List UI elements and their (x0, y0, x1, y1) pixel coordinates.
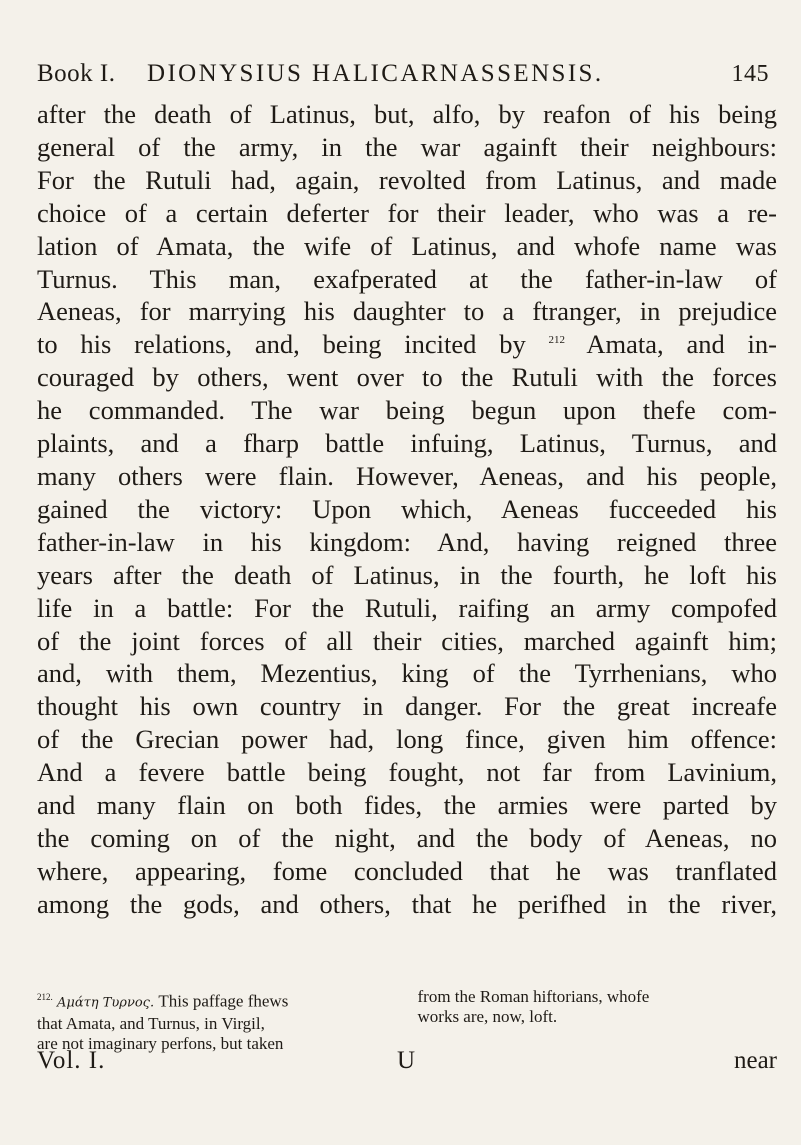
text-line: lation of Amata, the wife of Latinus, and whofe name was (37, 230, 777, 261)
text-line: couraged by others, went over to the Rutuli with the forces (37, 362, 777, 393)
footnote-left-column (37, 987, 402, 1054)
text-line: Aeneas, for marrying his daughter to a ftranger, in prejudice (37, 296, 777, 327)
text-line: gained the victory: Upon which, Aeneas fucceeded his (37, 493, 777, 524)
footnote-line: that Amata, and Turnus, in Virgil, (37, 1013, 265, 1033)
running-header (37, 60, 769, 88)
text-line: general of the army, in the war againft their neighbours: (37, 131, 777, 162)
text-segment: to his relations, and, being incited by (37, 329, 526, 360)
footnote-right-column (418, 987, 783, 1054)
signature-mark: U (397, 1047, 416, 1074)
text-line: and, with them, Mezentius, king of the Tyrrhenians, who (37, 658, 777, 689)
text-segment: Amata, and in- (586, 329, 777, 360)
footnote-line (37, 987, 402, 1014)
footnote-line: are not imaginary perfons, but taken (37, 1033, 284, 1053)
text-line: choice of a certain deferter for their leader, who was a re- (37, 197, 777, 228)
volume-label: Vol. I. (37, 1047, 106, 1074)
footnote (37, 987, 782, 1054)
text-line: For the Rutuli had, again, revolted from Latinus, and made (37, 164, 777, 195)
footnote-greek: Αμάτη Τυρνος. (57, 995, 155, 1011)
running-title: DIONYSIUS HALICARNASSENSIS. (147, 60, 604, 87)
text-line: after the death of Latinus, but, alfo, by reafon of his being (37, 99, 777, 129)
footnote-line: from the Roman hiftorians, whofe (417, 987, 650, 1006)
text-line: life in a battle: For the Rutuli, raifing an army compofed (37, 592, 777, 623)
footnote-text: This paffage fhews (158, 991, 289, 1011)
text-line: And a fevere battle being fought, not far from Lavinium, (37, 757, 777, 788)
text-line: among the gods, and others, that he perifhed in the river, (37, 888, 777, 919)
footnote-line: works are, now, loft. (417, 1007, 558, 1026)
text-line: plaints, and a fharp battle infuing, Latinus, Turnus, and (37, 428, 777, 459)
page-footer (37, 1047, 777, 1075)
text-line-with-note-ref (37, 328, 777, 361)
text-line: father-in-law in his kingdom: And, having reigned three (37, 526, 777, 557)
book-label: Book I. (37, 60, 116, 87)
catchword: near (733, 1047, 777, 1074)
text-line: the coming on of the night, and the body of Aeneas, no (37, 822, 777, 853)
text-line: he commanded. The war being begun upon thefe com- (37, 395, 777, 426)
page-number: 145 (731, 61, 769, 87)
text-line: many others were flain. However, Aeneas, and his people, (37, 460, 777, 491)
text-line: where, appearing, fome concluded that he was tranflated (37, 855, 777, 886)
text-line: years after the death of Latinus, in the fourth, he loft his (37, 559, 777, 590)
text-line: Turnus. This man, exafperated at the father-in-law of (37, 263, 777, 294)
footnote-reference: 212 (548, 334, 566, 347)
footnote-number: 212. (37, 992, 53, 1002)
text-line: of the Grecian power had, long fince, given him offence: (37, 724, 777, 755)
text-line: and many flain on both fides, the armies were parted by (37, 790, 777, 821)
text-line: thought his own country in danger. For the great increafe (37, 691, 777, 722)
text-line: of the joint forces of all their cities, marched againft him; (37, 625, 777, 656)
main-text (37, 98, 777, 921)
